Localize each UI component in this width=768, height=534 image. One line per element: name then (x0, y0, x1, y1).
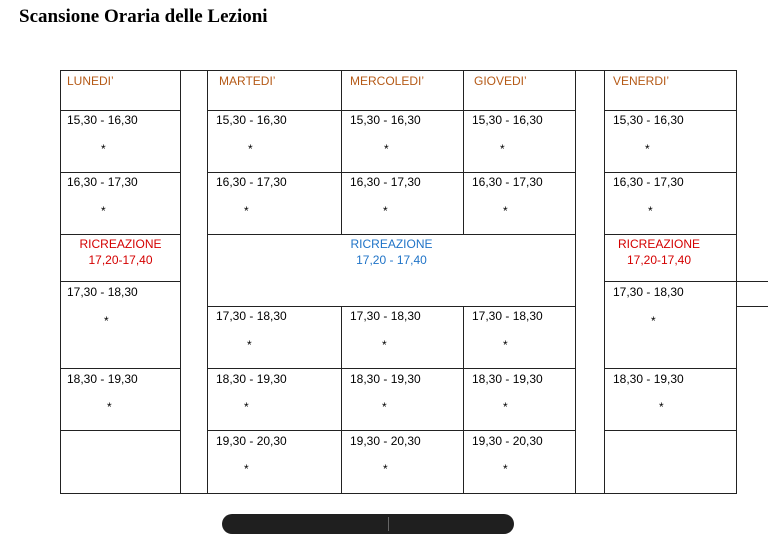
slot-time: 15,30 - 16,30 (67, 113, 138, 127)
break-label: RICREAZIONE (79, 237, 162, 251)
column-line (463, 70, 464, 235)
break-time: 17,20 - 17,40 (356, 253, 427, 267)
slot-time: 18,30 - 19,30 (216, 372, 287, 386)
slot-star: * (101, 204, 106, 218)
slot-star: * (101, 142, 106, 156)
slot-star: * (104, 314, 109, 328)
slot-star: * (503, 462, 508, 476)
day-header-mercoledi: MERCOLEDI’ (350, 74, 425, 88)
slot-star: * (247, 338, 252, 352)
row-line (207, 368, 575, 369)
break-midweek (208, 236, 575, 268)
slot-time: 16,30 - 17,30 (216, 175, 287, 189)
row-line (60, 281, 180, 282)
row-line (207, 172, 575, 173)
slot-star: * (503, 204, 508, 218)
slot-time: 16,30 - 17,30 (350, 175, 421, 189)
row-line (207, 234, 575, 235)
slot-star: * (659, 400, 664, 414)
slot-time: 17,30 - 18,30 (350, 309, 421, 323)
slot-star: * (244, 462, 249, 476)
slot-star: * (645, 142, 650, 156)
slot-time: 19,30 - 20,30 (350, 434, 421, 448)
slot-star: * (384, 142, 389, 156)
slot-time: 17,30 - 18,30 (472, 309, 543, 323)
slot-star: * (383, 462, 388, 476)
slot-time: 18,30 - 19,30 (613, 372, 684, 386)
break-label: RICREAZIONE (350, 237, 433, 251)
day-header-venerdi: VENERDI’ (613, 74, 670, 88)
column-line (180, 70, 181, 494)
row-line (604, 281, 768, 282)
row-line (60, 234, 180, 235)
day-header-martedi: MARTEDI’ (219, 74, 276, 88)
column-line (463, 306, 464, 494)
row-line (60, 430, 180, 431)
row-line (60, 172, 180, 173)
column-line (736, 70, 737, 494)
slot-time: 15,30 - 16,30 (350, 113, 421, 127)
toolbar-divider (388, 517, 389, 531)
slot-time: 16,30 - 17,30 (472, 175, 543, 189)
slot-star: * (503, 338, 508, 352)
page-title: Scansione Oraria delle Lezioni (19, 6, 268, 27)
slot-time: 15,30 - 16,30 (216, 113, 287, 127)
slot-star: * (244, 204, 249, 218)
slot-time: 17,30 - 18,30 (67, 285, 138, 299)
slot-star: * (107, 400, 112, 414)
row-line (736, 306, 768, 307)
row-line (604, 110, 736, 111)
slot-star: * (244, 400, 249, 414)
row-line (207, 306, 575, 307)
row-line (207, 430, 575, 431)
column-line (60, 70, 61, 494)
row-line (60, 110, 180, 111)
slot-time: 19,30 - 20,30 (216, 434, 287, 448)
column-line (575, 70, 576, 494)
break-label: RICREAZIONE (617, 237, 700, 251)
slot-star: * (500, 142, 505, 156)
slot-time: 18,30 - 19,30 (472, 372, 543, 386)
column-line (341, 306, 342, 494)
slot-time: 18,30 - 19,30 (350, 372, 421, 386)
row-line (604, 172, 736, 173)
slot-time: 15,30 - 16,30 (613, 113, 684, 127)
row-line (207, 110, 575, 111)
slot-star: * (651, 314, 656, 328)
slot-time: 19,30 - 20,30 (472, 434, 543, 448)
column-line (604, 70, 605, 494)
slot-star: * (382, 338, 387, 352)
slot-star: * (648, 204, 653, 218)
column-line (341, 70, 342, 235)
slot-time: 18,30 - 19,30 (67, 372, 138, 386)
slot-time: 15,30 - 16,30 (472, 113, 543, 127)
break-time: 17,20-17,40 (626, 253, 692, 267)
table-border-bottom (60, 493, 736, 494)
day-header-lunedi: LUNEDI’ (67, 74, 114, 88)
row-line (604, 430, 736, 431)
break-venerdi (605, 236, 713, 268)
column-line (207, 70, 208, 494)
break-time: 17,20-17,40 (88, 253, 153, 267)
slot-star: * (382, 400, 387, 414)
slot-time: 16,30 - 17,30 (613, 175, 684, 189)
slot-star: * (503, 400, 508, 414)
slot-time: 17,30 - 18,30 (216, 309, 287, 323)
break-lunedi (61, 236, 180, 268)
day-header-giovedi: GIOVEDI’ (474, 74, 527, 88)
slot-star: * (383, 204, 388, 218)
row-line (60, 368, 180, 369)
slot-star: * (248, 142, 253, 156)
row-line (604, 234, 736, 235)
row-line (604, 368, 736, 369)
slot-time: 16,30 - 17,30 (67, 175, 138, 189)
slot-time: 17,30 - 18,30 (613, 285, 684, 299)
table-border-top (60, 70, 736, 71)
page-toolbar[interactable] (222, 514, 514, 534)
